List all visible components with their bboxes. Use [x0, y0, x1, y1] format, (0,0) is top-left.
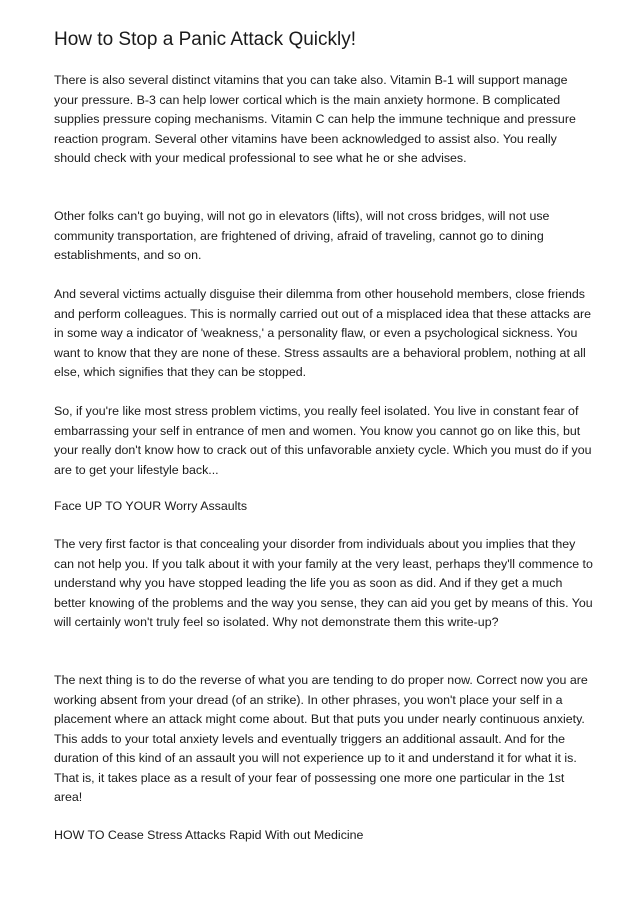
paragraph-isolation: So, if you're like most stress problem victims, you really feel isolated. You live in constant fear of embarrassing your self in entrance of men and women. You know you cannot go on like this, but your really don't know how to crack out of this unfavorable anxiety cycle. Which you must do if you are to get your lifestyle back...: [54, 404, 592, 477]
page-title: How to Stop a Panic Attack Quickly!: [54, 29, 357, 50]
paragraph-disguise: And several victims actually disguise their dilemma from other household members, close friends and perform colleagues. This is normally carried out out of a misplaced idea that these attacks are in some way a indicator of 'weakness,' a personality flaw, or even a psychological sickness. You want to know that they are none of these. Stress assaults are a behavioral problem, nothing at all else, which signifies that they can be stopped.: [54, 287, 591, 379]
paragraph-avoidance: Other folks can't go buying, will not go in elevators (lifts), will not cross bridges, will not use community transportation, are frightened of driving, afraid of traveling, cannot go to dining establishments, and so on.: [54, 209, 550, 262]
paragraph-concealing: The very first factor is that concealing your disorder from individuals about you implies that they can not help you. If you talk about it with your family at the very least, perhaps they'll commence to understand why you have stopped leading the life you as soon as did. And if they get a much better knowing of the problems and the way you sense, they can aid you get by means of this. You will certainly won't truly feel so isolated. Why not demonstrate them this write-up?: [54, 537, 593, 629]
paragraph-vitamins: There is also several distinct vitamins that you can take also. Vitamin B-1 will support manage your pressure. B-3 can help lower cortical which is the main anxiety hormone. B complicated supplies pressure coping mechanisms. Vitamin C can help the immune technique and pressure reaction program. Several other vitamins have been acknowledged to assist also. You really should check with your medical professional to see what he or she advises.: [54, 73, 576, 165]
section-heading-cease-attacks: HOW TO Cease Stress Attacks Rapid With out Medicine: [54, 828, 364, 842]
section-heading-face-up: Face UP TO YOUR Worry Assaults: [54, 499, 248, 513]
paragraph-reverse: The next thing is to do the reverse of what you are tending to do proper now. Correct now you are working absent from your dread (of an strike). In other phrases, you won't place your self in a placement where an attack might come about. But that puts you under nearly continuous anxiety. This adds to your total anxiety levels and eventually triggers an additional assault. And for the duration of this kind of an assault you will not experience up to it and understand it for what it is. That is, it takes place as a result of your fear of possessing one more one particular in the 1st area!: [54, 673, 588, 804]
